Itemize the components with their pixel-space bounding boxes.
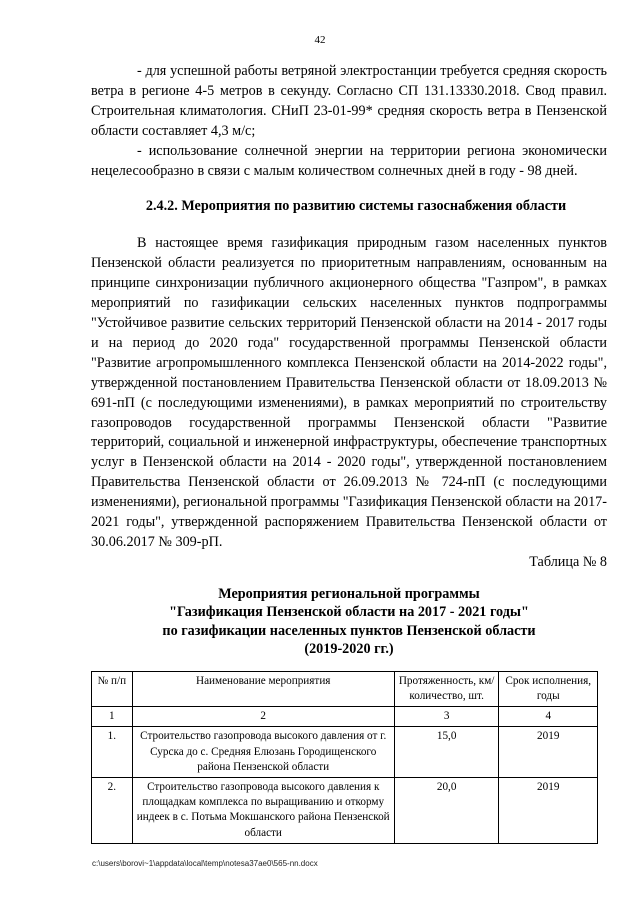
column-number: 2 [132,707,394,727]
row-term: 2019 [499,777,598,843]
header-term: Срок исполнения, годы [499,671,598,706]
table-title-line: (2019-2020 гг.) [304,641,394,658]
document-body [91,62,607,844]
table-header-row [92,671,598,706]
table-row [92,727,598,778]
header-name: Наименование мероприятия [132,671,394,706]
table-label: Таблица № 8 [529,553,607,570]
table-row [92,777,598,843]
column-number: 1 [92,707,133,727]
paragraph-main: В настоящее время газификация природным газом населенных пунктов Пензенской области реализуется по приоритетным направлениям, основанным на принципе синхронизации публичного акционерного общества "Газпром", в рамках мероприятий по газификации сельских населенных пунктов подпрограммы "Устойчивое развитие сельских территорий Пензенской области на 2014 - 2017 годы и на период до 2020 года" государственной программы Пензенской области "Развитие агропромышленного комплекса Пензенской области на 2014-2022 годы", утвержденной постановлением Правительства Пензенской области от 18.09.2013 № 691-пП (с последующими изменениями), в рамках мероприятий по строительству газопроводов государственной программы Пензенской области "Развитие территорий, социальной и инженерной инфраструктуры, обеспечение транспортных услуг в Пензенской области на 2014 - 2020 годы", утвержденной постановлением Правительства Пензенской области от 26.09.2013 № 724-пП (с последующими изменениями), региональной программы "Газификация Пензенской области на 2017-2021 годы", утвержденной распоряжением Правительства Пензенской области от 30.06.2017 № 309-рП. [91,235,607,550]
section-heading: 2.4.2. Мероприятия по развитию системы газоснабжения области [145,198,567,215]
row-name: Строительство газопровода высокого давления к площадкам комплекса по выращиванию и откорму индеек в с. Потьма Мокшанского района Пензенской области [132,777,394,843]
table-title-line: "Газификация Пензенской области на 2017 - 2021 годы" [169,604,529,621]
row-num: 2. [92,777,133,843]
paragraph-wind: - для успешной работы ветряной электростанции требуется средняя скорость ветра в регионе 4-5 метров в секунду. Согласно СП 131.13330.2018. Свод правил. Строительная климатология. СНиП 23-01-99* средняя скорость ветра в Пензенской области составляет 4,3 м/с; [91,63,607,139]
column-number: 3 [394,707,499,727]
column-number: 4 [499,707,598,727]
header-length: Протяженность, км/количество, шт. [394,671,499,706]
page-number: 42 [314,34,326,46]
row-length: 20,0 [394,777,499,843]
row-num: 1. [92,727,133,778]
activities-table [91,671,598,844]
footer-file-path: c:\users\borovi~1\appdata\local\temp\notesa37ae0\565-nn.docx [92,859,318,868]
table-title-line: по газификации населенных пунктов Пензенской области [162,622,536,639]
row-name: Строительство газопровода высокого давления от г. Сурска до с. Средняя Елюзань Городищенского района Пензенской области [132,727,394,778]
row-term: 2019 [499,727,598,778]
table-column-numbers-row [92,707,598,727]
row-length: 15,0 [394,727,499,778]
paragraph-solar: - использование солнечной энергии на территории региона экономически нецелесообразно в связи с малым количеством солнечных дней в году - 98 дней. [91,142,607,179]
header-num: № п/п [92,671,133,706]
table-title [91,585,607,659]
table-title-line: Мероприятия региональной программы [218,585,480,602]
